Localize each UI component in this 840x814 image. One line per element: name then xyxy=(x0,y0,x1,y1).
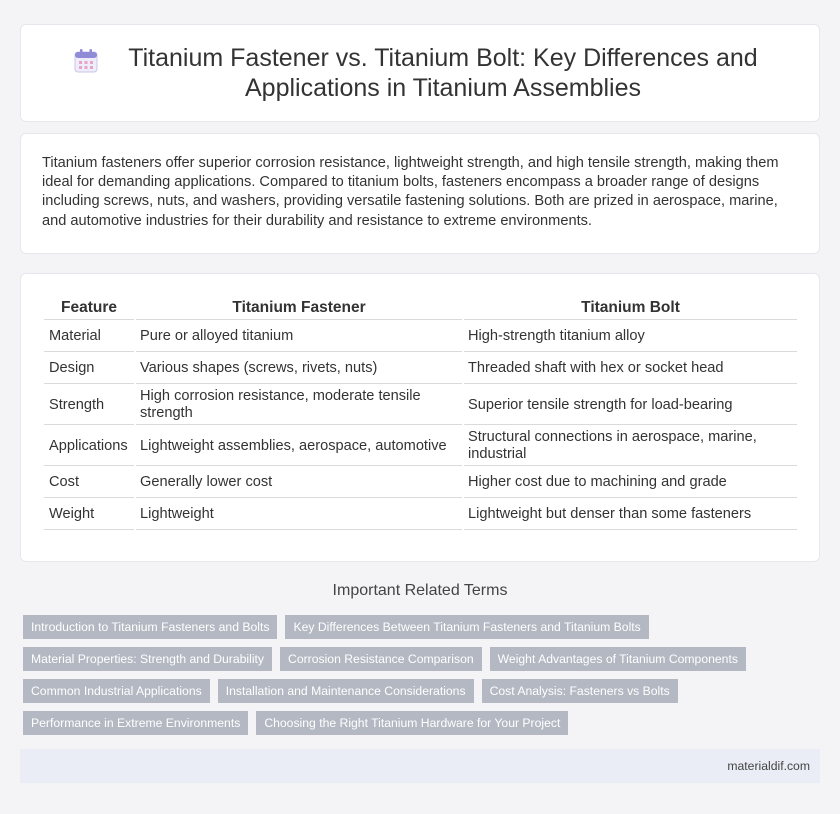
related-term-link[interactable]: Common Industrial Applications xyxy=(23,679,210,703)
table-cell: Various shapes (screws, rivets, nuts) xyxy=(136,354,462,384)
page-title: Titanium Fastener vs. Titanium Bolt: Key Differences and Applications in Titanium Assemblies xyxy=(128,44,758,102)
table-cell: Superior tensile strength for load-bearing xyxy=(464,386,797,425)
table-cell: High-strength titanium alloy xyxy=(464,322,797,352)
related-term-link[interactable]: Choosing the Right Titanium Hardware for Your Project xyxy=(256,711,568,735)
table-cell: High corrosion resistance, moderate tensile strength xyxy=(136,386,462,425)
column-header-feature: Feature xyxy=(44,297,134,320)
footer-site-link[interactable]: materialdif.com xyxy=(727,759,810,773)
related-terms-heading: Important Related Terms xyxy=(332,582,508,599)
column-header-fastener: Titanium Fastener xyxy=(136,297,462,320)
related-term-link[interactable]: Installation and Maintenance Considerations xyxy=(218,679,474,703)
table-cell: Cost xyxy=(44,468,134,498)
table-cell: Generally lower cost xyxy=(136,468,462,498)
calendar-icon xyxy=(72,47,100,75)
related-term-link[interactable]: Weight Advantages of Titanium Components xyxy=(490,647,746,671)
table-row xyxy=(44,386,797,425)
related-term-link[interactable]: Cost Analysis: Fasteners vs Bolts xyxy=(482,679,678,703)
column-header-bolt: Titanium Bolt xyxy=(464,297,797,320)
table-cell: Design xyxy=(44,354,134,384)
footer xyxy=(20,749,820,783)
comparison-table xyxy=(42,295,799,532)
table-cell: Lightweight xyxy=(136,500,462,530)
table-row xyxy=(44,354,797,384)
table-row xyxy=(44,427,797,466)
table-cell: Strength xyxy=(44,386,134,425)
title-row xyxy=(21,43,819,103)
related-term-link[interactable]: Introduction to Titanium Fasteners and Bolts xyxy=(23,615,277,639)
intro-paragraph: Titanium fasteners offer superior corrosion resistance, lightweight strength, and high tensile strength, making them ideal for demanding applications. Compared to titanium bolts, fasteners encompass a broader range of designs including screws, nuts, and washers, providing versatile fastening solutions. Both are prized in aerospace, marine, and automotive industries for their durability and resistance to extreme environments. xyxy=(42,155,779,229)
intro-card xyxy=(20,133,820,254)
table-cell: Material xyxy=(44,322,134,352)
table-cell: Threaded shaft with hex or socket head xyxy=(464,354,797,384)
table-cell: Structural connections in aerospace, marine, industrial xyxy=(464,427,797,466)
related-term-link[interactable]: Performance in Extreme Environments xyxy=(23,711,248,735)
table-row xyxy=(44,468,797,498)
table-row xyxy=(44,500,797,530)
table-row xyxy=(44,322,797,352)
related-term-link[interactable]: Material Properties: Strength and Durability xyxy=(23,647,272,671)
table-header-row xyxy=(44,297,797,320)
table-cell: Applications xyxy=(44,427,134,466)
comparison-card xyxy=(20,273,820,562)
table-cell: Weight xyxy=(44,500,134,530)
table-cell: Lightweight assemblies, aerospace, automotive xyxy=(136,427,462,466)
related-term-link[interactable]: Corrosion Resistance Comparison xyxy=(280,647,482,671)
title-card xyxy=(20,24,820,122)
table-cell: Pure or alloyed titanium xyxy=(136,322,462,352)
table-cell: Higher cost due to machining and grade xyxy=(464,468,797,498)
related-terms-list xyxy=(23,615,803,735)
table-cell: Lightweight but denser than some fasteners xyxy=(464,500,797,530)
related-term-link[interactable]: Key Differences Between Titanium Fasteners and Titanium Bolts xyxy=(285,615,648,639)
